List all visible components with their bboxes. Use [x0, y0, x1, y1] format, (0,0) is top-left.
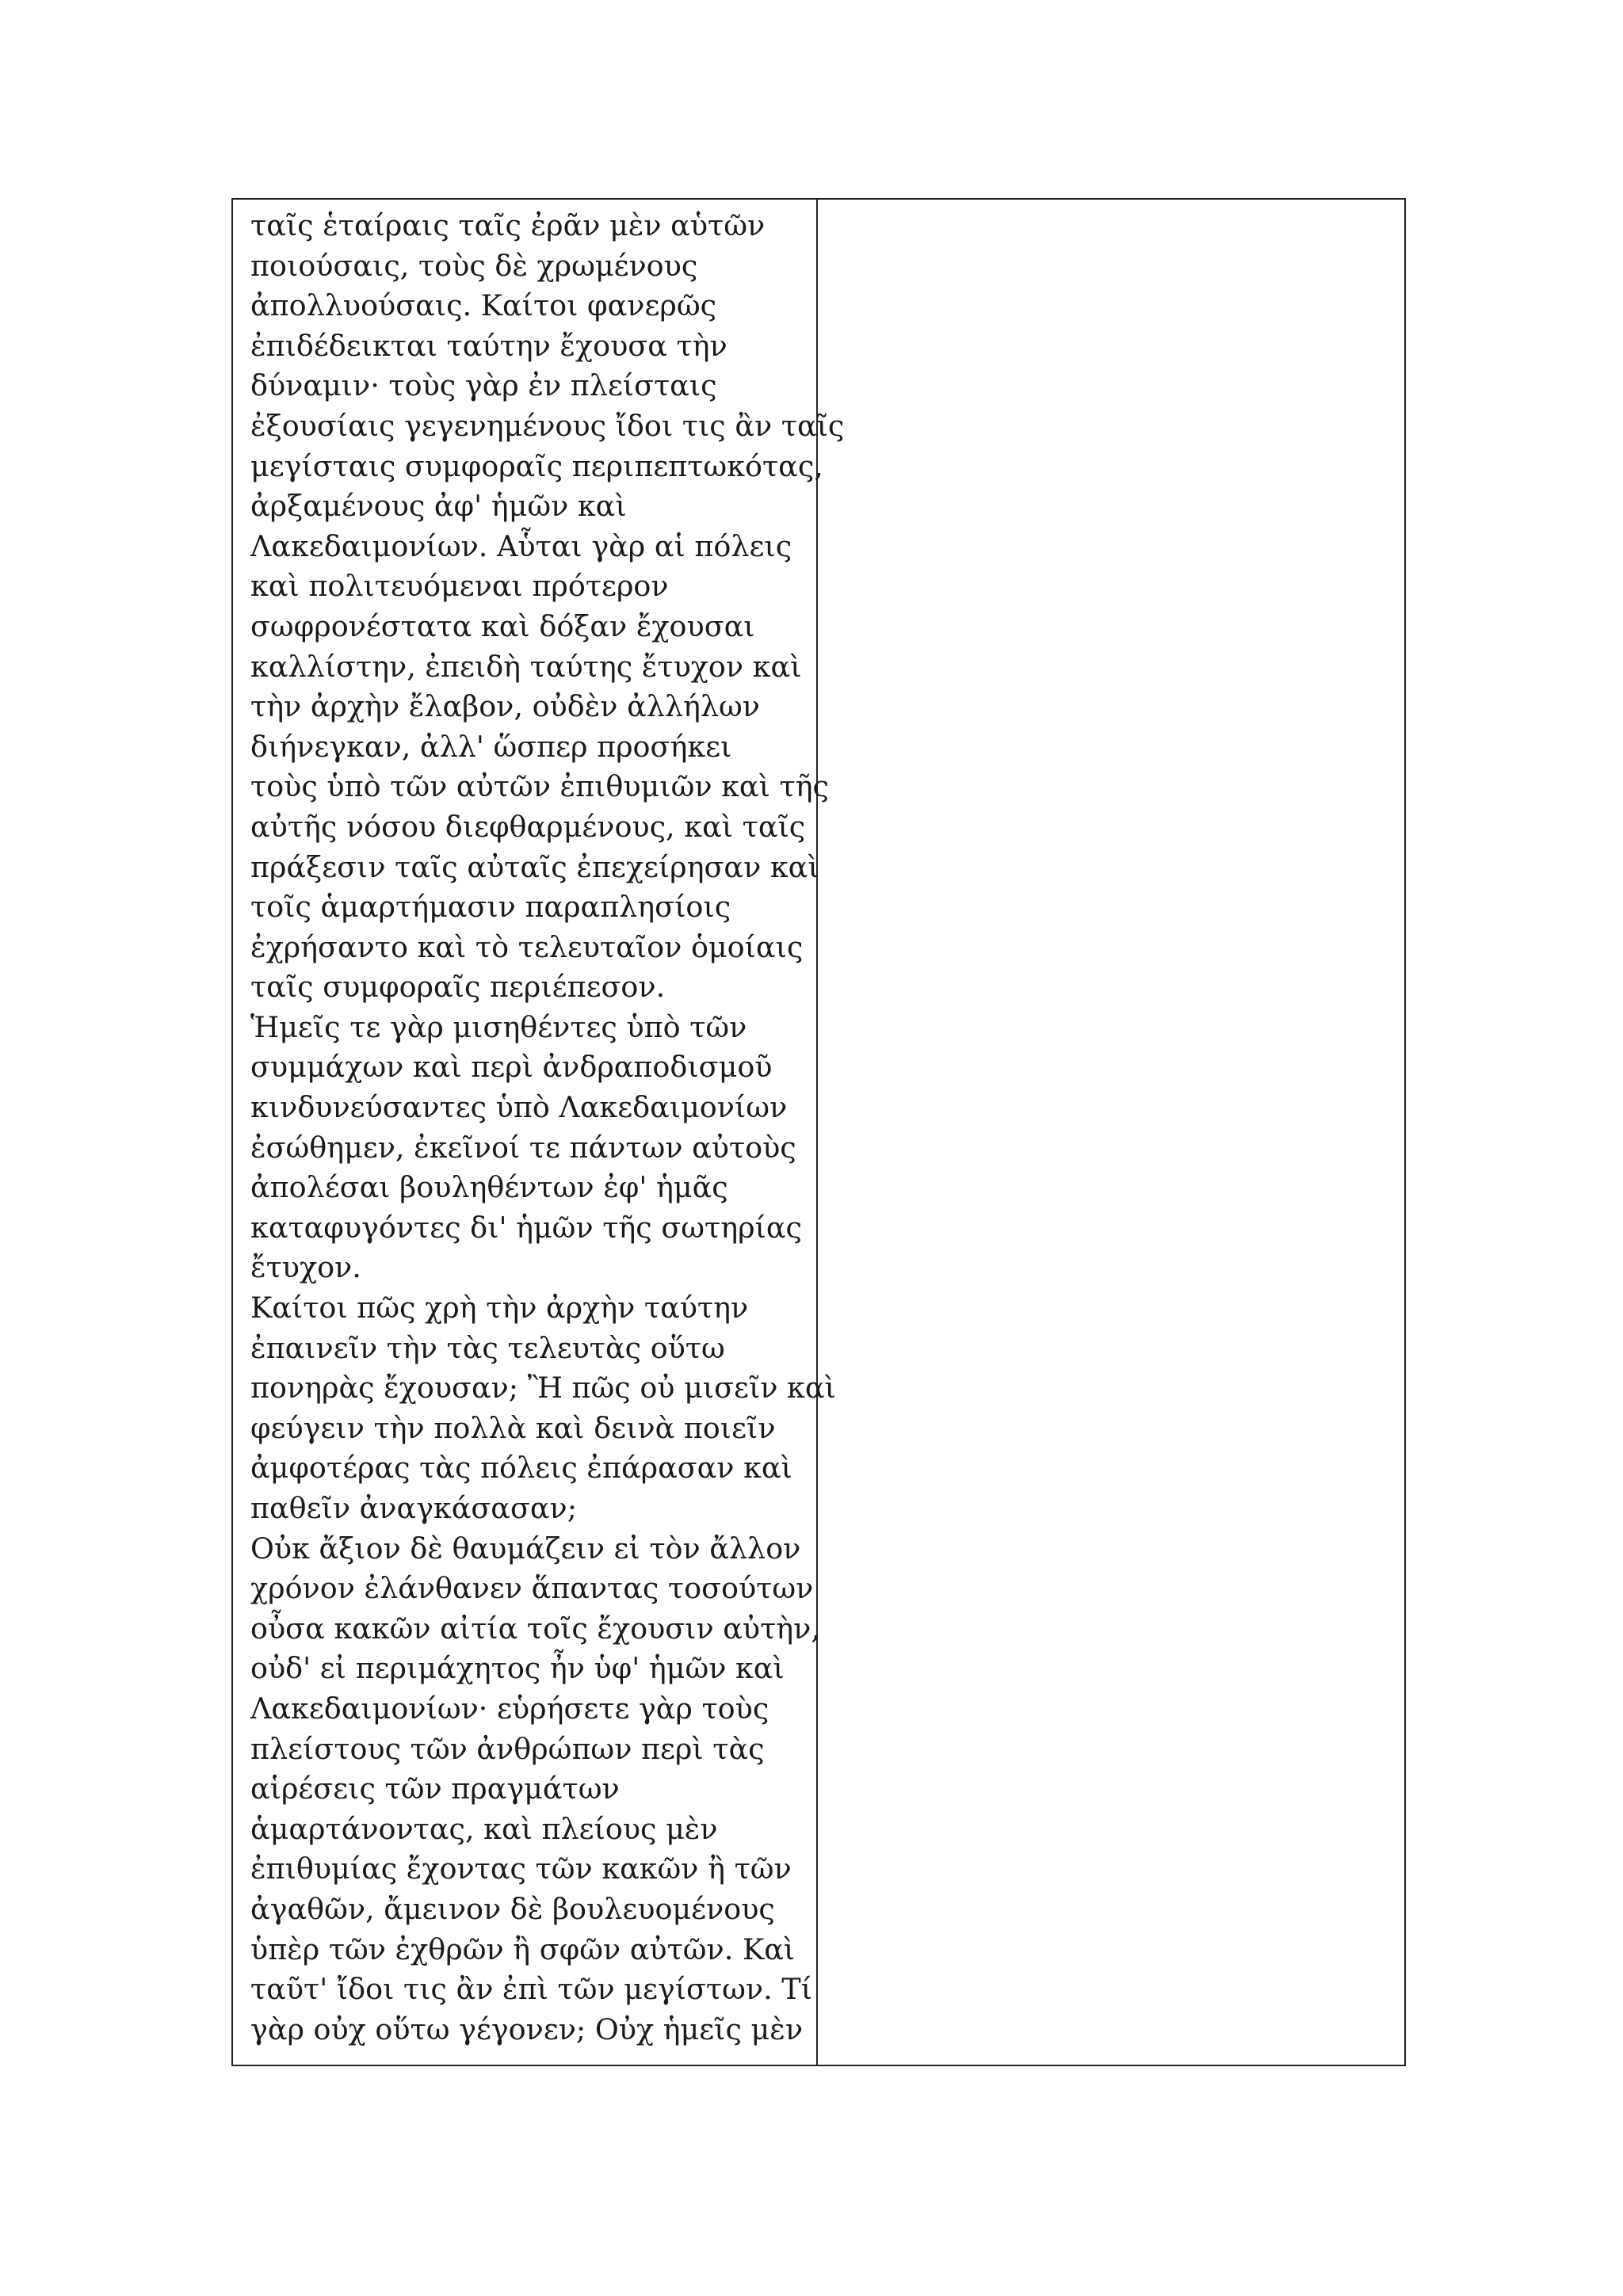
text-line: Καίτοι πῶς χρὴ τὴν ἀρχὴν ταύτην: [250, 1291, 749, 1325]
text-line: τοὺς ὑπὸ τῶν αὐτῶν ἐπιθυμιῶν καὶ τῆς: [250, 769, 829, 804]
left-column-cell: [232, 199, 845, 2065]
text-line: φεύγειν τὴν πολλὰ καὶ δεινὰ ποιεῖν: [250, 1410, 776, 1445]
document-table: [231, 198, 1406, 2066]
text-line: χρόνον ἐλάνθανεν ἅπαντας τοσούτων: [250, 1571, 814, 1606]
right-column-cell: [817, 199, 1405, 2065]
text-line: ἐπιθυμίας ἔχοντας τῶν κακῶν ἢ τῶν: [250, 1852, 792, 1886]
text-line: ἀπολλυούσαις. Καίτοι φανερῶς: [250, 288, 717, 323]
text-line: ἐπαινεῖν τὴν τὰς τελευτὰς οὕτω: [250, 1330, 725, 1365]
text-line: ὑπὲρ τῶν ἐχθρῶν ἢ σφῶν αὐτῶν. Καὶ: [250, 1932, 796, 1966]
text-line: καταφυγόντες δι' ἡμῶν τῆς σωτηρίας: [250, 1210, 802, 1245]
text-line: Λακεδαιμονίων· εὑρήσετε γὰρ τοὺς: [250, 1691, 769, 1726]
text-line: Ἡμεῖς τε γὰρ μισηθέντες ὑπὸ τῶν: [250, 1009, 747, 1044]
text-line: οὐδ' εἰ περιμάχητος ἦν ὑφ' ἡμῶν καὶ: [250, 1651, 785, 1686]
text-line: παθεῖν ἀναγκάσασαν;: [250, 1491, 577, 1525]
text-line: ταῖς ἑταίραις ταῖς ἐρᾶν μὲν αὑτῶν: [250, 208, 766, 242]
text-line: ἀπολέσαι βουληθέντων ἐφ' ἡμᾶς: [250, 1170, 728, 1205]
empty-translation-block: [818, 200, 1404, 206]
text-line: ταῖς συμφοραῖς περιέπεσον.: [250, 970, 666, 1005]
text-line: ταῦτ' ἴδοι τις ἂν ἐπὶ τῶν μεγίστων. Τί: [250, 1972, 812, 2007]
text-line: αἱρέσεις τῶν πραγμάτων: [250, 1772, 620, 1806]
text-line: τοῖς ἁμαρτήμασιν παραπλησίοις: [250, 890, 731, 925]
text-line: ἀμφοτέρας τὰς πόλεις ἐπάρασαν καὶ: [250, 1451, 792, 1486]
text-line: ἐσώθημεν, ἐκεῖνοί τε πάντων αὐτοὺς: [250, 1130, 796, 1165]
text-line: ἁμαρτάνοντας, καὶ πλείους μὲν: [250, 1811, 718, 1846]
greek-text-block: [233, 200, 845, 2050]
text-line: ἀρξαμένους ἀφ' ἡμῶν καὶ: [250, 489, 627, 524]
text-line: δύναμιν· τοὺς γὰρ ἐν πλείσταις: [250, 368, 717, 403]
text-line: διήνεγκαν, ἀλλ' ὥσπερ προσήκει: [250, 729, 732, 764]
text-line: καλλίστην, ἐπειδὴ ταύτης ἔτυχον καὶ: [250, 649, 802, 684]
text-line: συμμάχων καὶ περὶ ἀνδραποδισμοῦ: [250, 1050, 773, 1085]
text-line: Οὐκ ἄξιον δὲ θαυμάζειν εἰ τὸν ἄλλον: [250, 1531, 801, 1566]
text-line: αὐτῆς νόσου διεφθαρμένους, καὶ ταῖς: [250, 809, 806, 844]
text-line: Λακεδαιμονίων. Αὗται γὰρ αἱ πόλεις: [250, 528, 792, 563]
text-line: ποιούσαις, τοὺς δὲ χρωμένους: [250, 248, 698, 283]
text-line: πλείστους τῶν ἀνθρώπων περὶ τὰς: [250, 1731, 765, 1766]
text-line: οὖσα κακῶν αἰτία τοῖς ἔχουσιν αὐτὴν,: [250, 1611, 820, 1646]
text-line: πράξεσιν ταῖς αὐταῖς ἐπεχείρησαν καὶ: [250, 849, 819, 884]
text-line: σωφρονέστατα καὶ δόξαν ἔχουσαι: [250, 608, 755, 643]
text-line: ἀγαθῶν, ἄμεινον δὲ βουλευομένους: [250, 1891, 775, 1926]
text-line: ἔτυχον.: [250, 1250, 361, 1285]
text-line: κινδυνεύσαντες ὑπὸ Λακεδαιμονίων: [250, 1090, 788, 1125]
text-line: γὰρ οὐχ οὕτω γέγονεν; Οὐχ ἡμεῖς μὲν: [250, 2012, 804, 2046]
text-line: πονηρὰς ἔχουσαν; Ἢ πῶς οὐ μισεῖν καὶ: [250, 1371, 836, 1405]
table-row: [232, 199, 1405, 2065]
text-line: ἐχρήσαντο καὶ τὸ τελευταῖον ὁμοίαις: [250, 929, 804, 964]
text-line: τὴν ἀρχὴν ἔλαβον, οὐδὲν ἀλλήλων: [250, 689, 760, 724]
text-line: ἐπιδέδεικται ταύτην ἔχουσα τὴν: [250, 328, 727, 363]
text-line: καὶ πολιτευόμεναι πρότερον: [250, 569, 669, 604]
text-line: μεγίσταις συμφοραῖς περιπεπτωκότας,: [250, 448, 823, 483]
text-line: ἐξουσίαις γεγενημένους ἴδοι τις ἂν ταῖς: [250, 408, 845, 443]
